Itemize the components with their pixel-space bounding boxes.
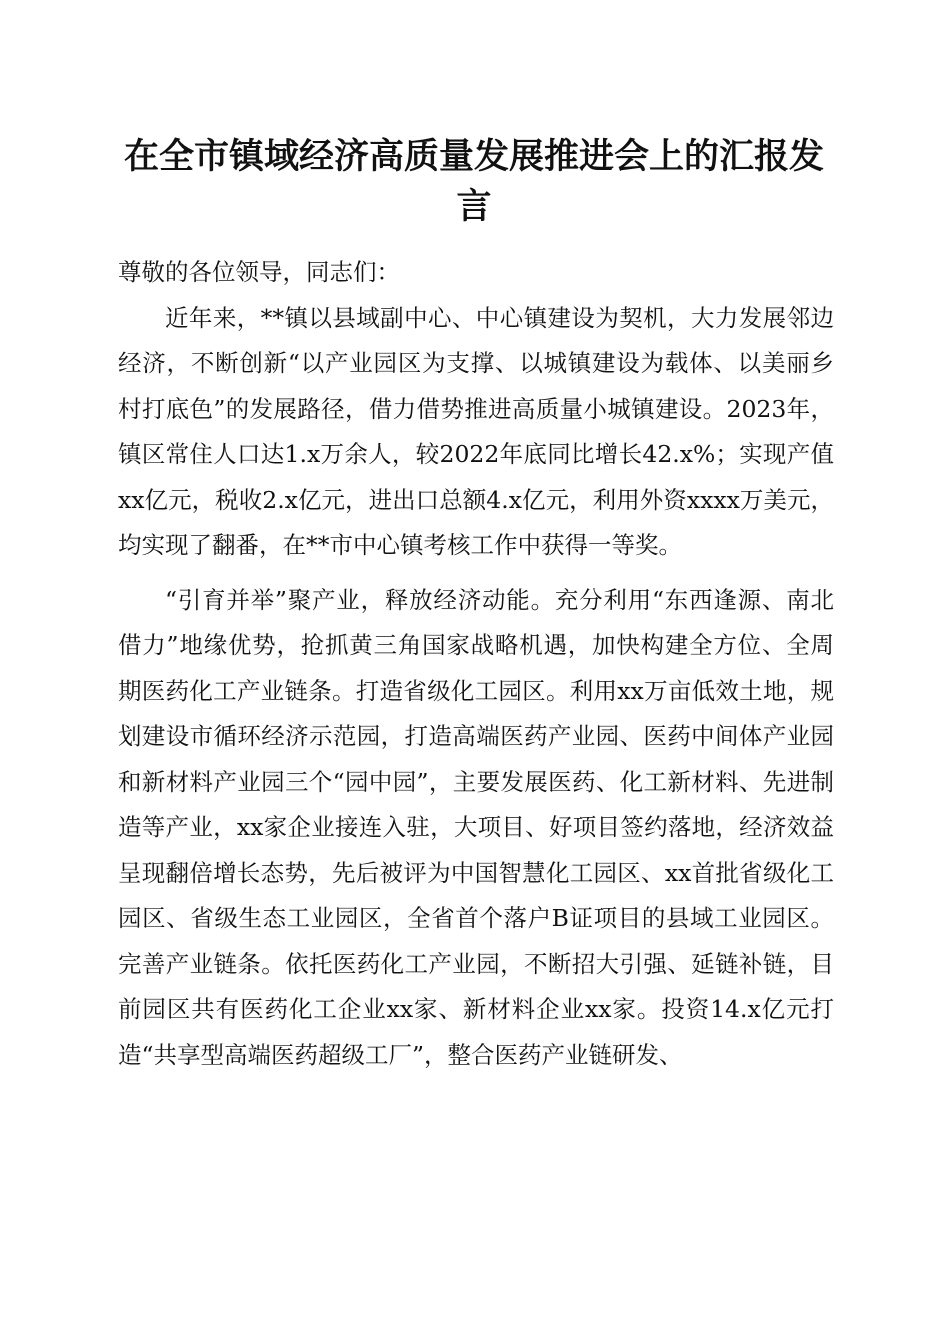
paragraph-1: 近年来，**镇以县域副中心、中心镇建设为契机，大力发展邻边经济，不断创新“以产业园区为支撑、以城镇建设为载体、以美丽乡村打底色”的发展路径，借力借势推进高质量小城镇建设。2023年，镇区常住人口达1.x万余人，较2022年底同比增长42.x%；实现产值xx亿元，税收2.x亿元，进出口总额4.x亿元，利用外资xxxx万美元，均实现了翻番，在**市中心镇考核工作中获得一等奖。 (118, 303, 834, 559)
salutation: 尊敬的各位领导，同志们： (118, 258, 400, 286)
document-body (118, 250, 834, 1078)
paragraph-2: “引育并举”聚产业，释放经济动能。充分利用“东西逢源、南北借力”地缘优势，抢抓黄三角国家战略机遇，加快构建全方位、全周期医药化工产业链条。打造省级化工园区。利用xx万亩低效土地，规划建设市循环经济示范园，打造高端医药产业园、医药中间体产业园和新材料产业园三个“园中园”，主要发展医药、化工新材料、先进制造等产业，xx家企业接连入驻，大项目、好项目签约落地，经济效益呈现翻倍增长态势，先后被评为中国智慧化工园区、xx首批省级化工园区、省级生态工业园区，全省首个落户B证项目的县域工业园区。完善产业链条。依托医药化工产业园，不断招大引强、延链补链，目前园区共有医药化工企业xx家、新材料企业xx家。投资14.x亿元打造“共享型高端医药超级工厂”，整合医药产业链研发、 (118, 585, 834, 1069)
document-title: 在全市镇域经济高质量发展推进会上的汇报发言 (123, 136, 824, 227)
